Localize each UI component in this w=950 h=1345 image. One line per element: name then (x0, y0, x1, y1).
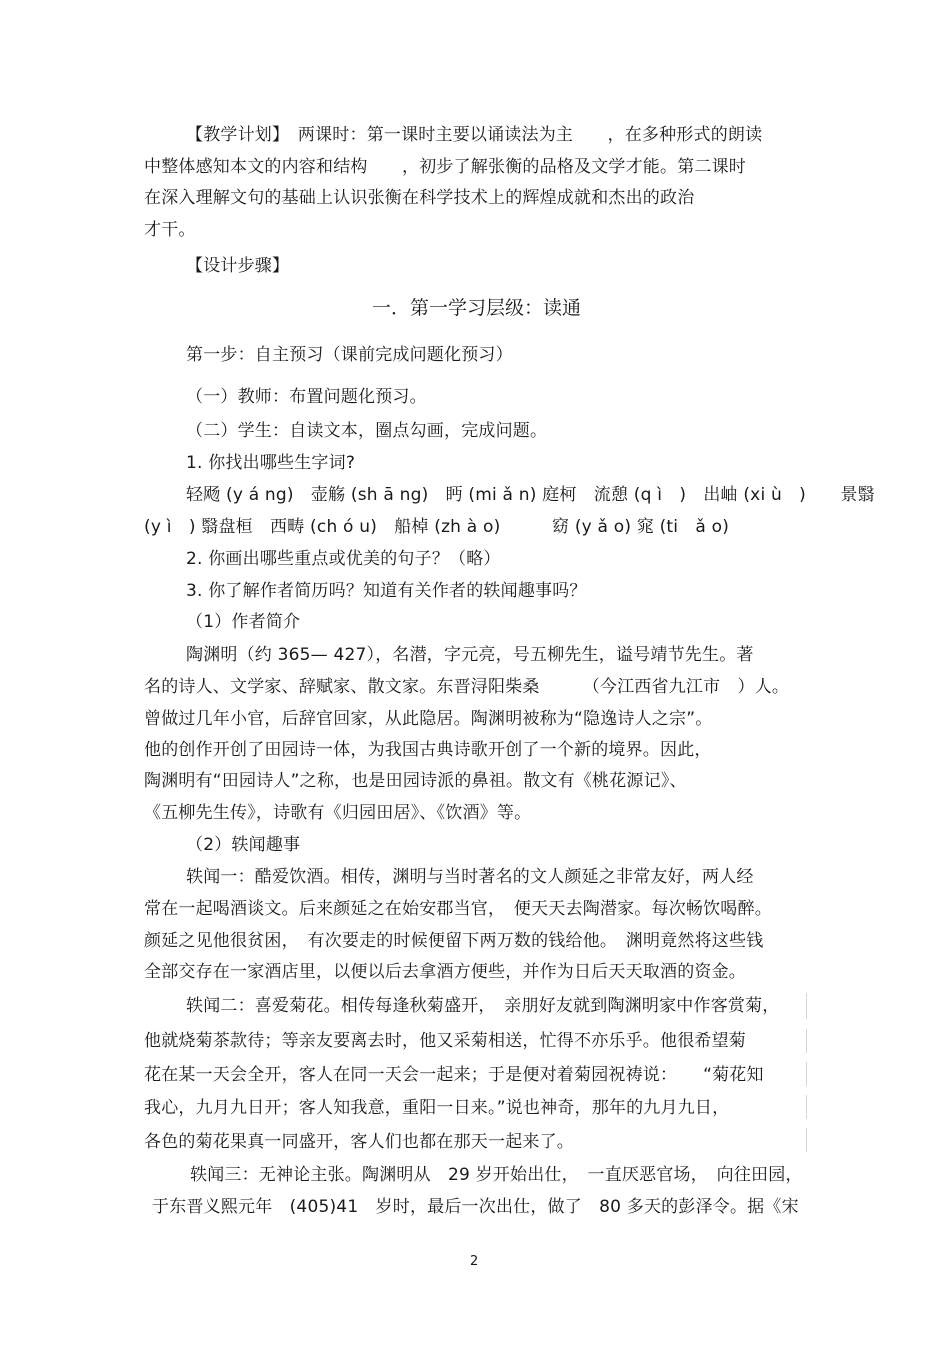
student-line: （二）学生：自读文本，圈点勾画，完成问题。 (186, 421, 548, 441)
anecdote2-line-2: 他就烧菊茶款待；等亲友要离去时，他又采菊相送，忙得不亦乐乎。他很希望菊 (144, 1031, 746, 1051)
bio-line-1: 陶渊明（约 365— 427），名潜，字元亮，号五柳先生，谥号靖节先生。著 (186, 645, 754, 665)
margin-rule (806, 993, 807, 1019)
bio-line-3: 曾做过几年小官，后辞官回家，从此隐居。陶渊明被称为“隐逸诗人之宗”。 (144, 709, 713, 729)
section-title: 一．第一学习层级：读通 (372, 297, 582, 319)
margin-rule (806, 1029, 807, 1053)
design-steps-label: 【设计步骤】 (186, 256, 290, 276)
anecdote3-line-1: 轶闻三：无神论主张。陶渊明从 29 岁开始出仕， 一直厌恶官场， 向往田园， (190, 1165, 803, 1185)
margin-rule (806, 1128, 807, 1152)
vocab-line-1: 轻飏 (y á ng) 壶觞 (sh ā ng) 眄 (mi ǎ n) 庭柯 流憩 (q ì ) 出岫 (xi ù ) 景翳 (186, 485, 875, 505)
margin-rule (806, 1062, 807, 1086)
anecdote2-line-3: 花在某一天会全开，客人在同一天会一起来；于是便对着菊园祝祷说： “菊花知 (144, 1065, 764, 1085)
anecdote-heading: （2）轶闻趣事 (186, 835, 301, 855)
bio-line-2: 名的诗人、文学家、辞赋家、散文家。东晋浔阳柴桑 （今江西省九江市 ）人。 (144, 677, 790, 697)
anecdote1-line-2: 常在一起喝酒谈文。后来颜延之在始安郡当官， 便天天去陶潜家。每次畅饮喝醉。 (144, 899, 772, 919)
bio-heading: （1）作者简介 (186, 612, 301, 632)
anecdote1-line-1: 轶闻一：酷爱饮酒。相传，渊明与当时著名的文人颜延之非常友好，两人经 (186, 867, 754, 887)
plan-line-3: 在深入理解文句的基础上认识张衡在科学技术上的辉煌成就和杰出的政治 (144, 188, 695, 208)
anecdote2-line-4: 我心，九月九日开；客人知我意，重阳一日来。”说也神奇，那年的九月九日， (144, 1098, 730, 1118)
plan-line-1: 【教学计划】 两课时：第一课时主要以诵读法为主 ，在多种形式的朗读 (186, 125, 763, 145)
question-3: 3. 你了解作者简历吗？知道有关作者的轶闻趣事吗？ (186, 581, 587, 601)
anecdote3-line-2: 于东晋义熙元年 (405)41 岁时，最后一次出仕，做了 80 多天的彭泽令。据《宋 (152, 1197, 799, 1217)
margin-rule (806, 1095, 807, 1119)
question-2: 2. 你画出哪些重点或优美的句子？（略） (186, 549, 501, 569)
bio-line-4: 他的创作开创了田园诗一体，为我国古典诗歌开创了一个新的境界。因此， (144, 740, 712, 760)
anecdote2-line-1: 轶闻二：喜爱菊花。相传每逢秋菊盛开， 亲朋好友就到陶渊明家中作客赏菊， (186, 996, 780, 1016)
page-number: 2 (470, 1254, 479, 1269)
plan-line-4: 才干。 (144, 220, 196, 240)
bio-line-6: 《五柳先生传》，诗歌有《归园田居》、《饮酒》等。 (144, 803, 532, 823)
anecdote1-line-4: 全部交存在一家酒店里，以便以后去拿酒方便些，并作为日后天天取酒的资金。 (144, 962, 746, 982)
teacher-line: （一）教师：布置问题化预习。 (186, 387, 427, 407)
bio-line-5: 陶渊明有“田园诗人”之称，也是田园诗派的鼻祖。散文有《桃花源记》、 (144, 771, 687, 791)
vocab-line-2: (y ì ) 翳盘桓 西畴 (ch ó u) 船棹 (zh à o) 窈 (y ǎ o) 窕 (ti ǎ o) (144, 517, 730, 537)
anecdote1-line-3: 颜延之见他很贫困， 有次要走的时候便留下两万数的钱给他。 渊明竟然将这些钱 (144, 931, 764, 951)
step-one: 第一步：自主预习（课前完成问题化预习） (186, 345, 513, 365)
anecdote2-line-5: 各色的菊花果真一同盛开，客人们也都在那天一起来了。 (144, 1132, 574, 1152)
question-1: 1. 你找出哪些生字词? (186, 453, 356, 473)
plan-line-2: 中整体感知本文的内容和结构 ，初步了解张衡的品格及文学才能。第二课时 (144, 157, 746, 177)
